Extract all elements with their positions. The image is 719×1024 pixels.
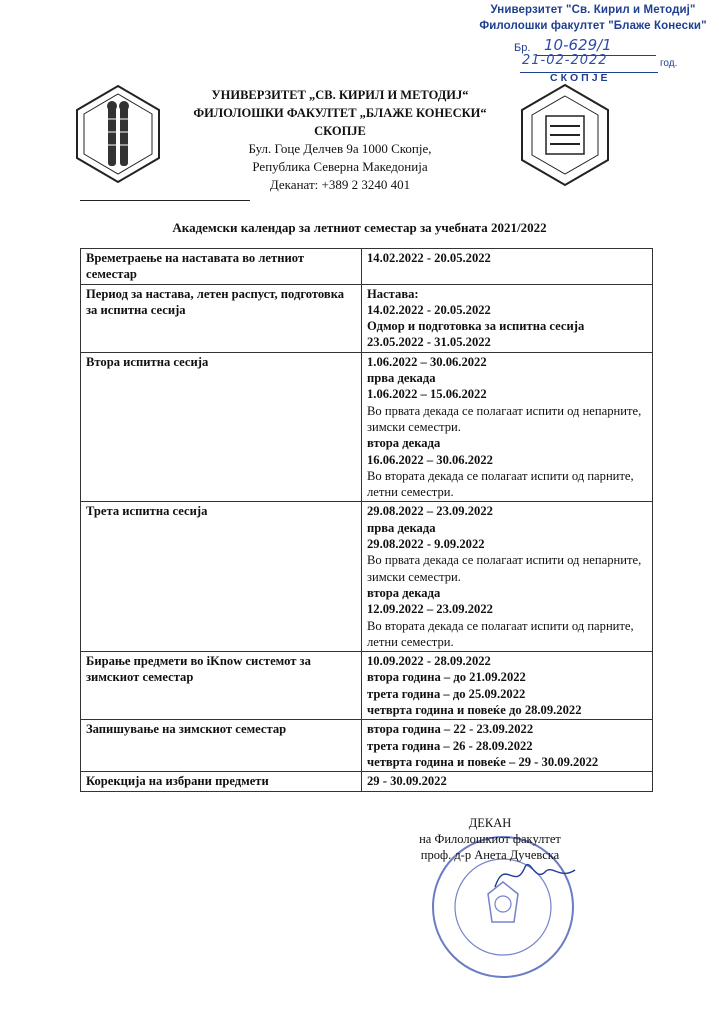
date-line: 1.06.2022 – 30.06.2022 bbox=[367, 354, 487, 369]
date-line: втора година – до 21.09.2022 bbox=[367, 670, 526, 685]
date-line: четврта година и повеќе – 29 - 30.09.2022 bbox=[367, 754, 599, 769]
table-row bbox=[81, 652, 653, 720]
date-line: Настава: bbox=[367, 286, 419, 301]
period-dates bbox=[362, 284, 653, 352]
date-line: 29 - 30.09.2022 bbox=[367, 774, 447, 789]
table-row bbox=[81, 720, 653, 772]
address: Бул. Гоце Делчев 9а 1000 Скопје, bbox=[248, 141, 432, 156]
dean-title: ДЕКАН bbox=[468, 816, 512, 830]
country: Република Северна Македонија bbox=[252, 159, 428, 174]
period-label: Запишување на зимскиот семестар bbox=[81, 720, 362, 772]
date-line: 14.02.2022 - 20.05.2022 bbox=[367, 302, 491, 317]
academic-calendar-table bbox=[80, 248, 653, 792]
period-dates bbox=[362, 772, 653, 791]
phone: Деканат: +389 2 3240 401 bbox=[269, 177, 411, 192]
date-line: Одмор и подготовка за испитна сесија bbox=[367, 319, 585, 334]
date-line: 12.09.2022 – 23.09.2022 bbox=[367, 602, 493, 617]
letterhead bbox=[180, 86, 500, 194]
date-line: 29.08.2022 - 9.09.2022 bbox=[367, 537, 485, 552]
date-line: четврта година и повеќе до 28.09.2022 bbox=[367, 703, 582, 718]
period-dates bbox=[362, 652, 653, 720]
university-name: УНИВЕРЗИТЕТ „СВ. КИРИЛ И МЕТОДИЈ“ bbox=[211, 88, 469, 102]
dean-faculty: на Филолошкиот факултет bbox=[419, 832, 561, 846]
university-logo bbox=[68, 84, 168, 184]
table-row bbox=[81, 249, 653, 285]
header-divider bbox=[80, 200, 250, 201]
date-line: втора декада bbox=[367, 585, 441, 600]
date-line: 16.06.2022 – 30.06.2022 bbox=[367, 452, 493, 467]
god-label: год. bbox=[660, 58, 678, 69]
registry-number: 10-629/1 bbox=[544, 36, 612, 54]
faculty-logo bbox=[512, 82, 618, 188]
table-row bbox=[81, 772, 653, 791]
document-title: Академски календар за летниот семестар за учебната 2021/2022 bbox=[172, 220, 547, 235]
table-row bbox=[81, 352, 653, 502]
period-label: Период за настава, летен распуст, подготовка за испитна сесија bbox=[81, 284, 362, 352]
dean-name: проф. д-р Анета Дучевска bbox=[420, 848, 560, 862]
date-line: 29.08.2022 – 23.09.2022 bbox=[367, 504, 493, 519]
city-name: СКОПЈЕ bbox=[314, 124, 366, 138]
period-label: Времетраење на наставата во летниот семестар bbox=[81, 249, 362, 285]
date-line: втора година – 22 - 23.09.2022 bbox=[367, 722, 534, 737]
period-label: Корекција на избрани предмети bbox=[81, 772, 362, 791]
registry-date: 21-02-2022 bbox=[522, 53, 608, 68]
date-line: трета година – до 25.09.2022 bbox=[367, 686, 526, 701]
period-label: Бирање предмети во iKnow системот за зимскиот семестар bbox=[81, 652, 362, 720]
date-line: 10.09.2022 - 28.09.2022 bbox=[367, 654, 491, 669]
date-line: прва декада bbox=[367, 371, 436, 386]
date-line: Во втората декада се полагаат испити од парните, летни семестри. bbox=[367, 618, 634, 649]
stamp-faculty: Филолошки факултет "Блаже Конески" bbox=[479, 20, 707, 32]
period-dates bbox=[362, 352, 653, 502]
period-label: Втора испитна сесија bbox=[81, 352, 362, 502]
date-line: 14.02.2022 - 20.05.2022 bbox=[367, 251, 491, 265]
period-dates bbox=[362, 720, 653, 772]
stamp-university: Универзитет "Св. Кирил и Методиј" bbox=[490, 4, 696, 16]
br-label: Бр. bbox=[514, 42, 531, 54]
registry-number-block bbox=[514, 38, 689, 86]
stamp-city: СКОПЈЕ bbox=[550, 72, 611, 84]
date-line: Во првата декада се полагаат испити од непарните, зимски семестри. bbox=[367, 553, 642, 584]
period-label: Трета испитна сесија bbox=[81, 502, 362, 652]
date-line: Во втората декада се полагаат испити од парните, летни семестри. bbox=[367, 468, 634, 500]
table-row bbox=[81, 502, 653, 652]
period-dates bbox=[362, 502, 653, 652]
registry-stamp bbox=[470, 2, 716, 34]
table-row bbox=[81, 284, 653, 352]
date-line: 1.06.2022 – 15.06.2022 bbox=[367, 387, 487, 402]
date-line: прва декада bbox=[367, 520, 436, 535]
date-line: 23.05.2022 - 31.05.2022 bbox=[367, 335, 491, 350]
date-line: Во првата декада се полагаат испити од непарните, зимски семестри. bbox=[367, 403, 642, 434]
faculty-name: ФИЛОЛОШКИ ФАКУЛТЕТ „БЛАЖЕ КОНЕСКИ“ bbox=[193, 106, 487, 120]
date-line: трета година – 26 - 28.09.2022 bbox=[367, 738, 533, 753]
period-dates bbox=[362, 249, 653, 285]
signature-block bbox=[390, 815, 590, 863]
date-line: втора декада bbox=[367, 436, 441, 451]
